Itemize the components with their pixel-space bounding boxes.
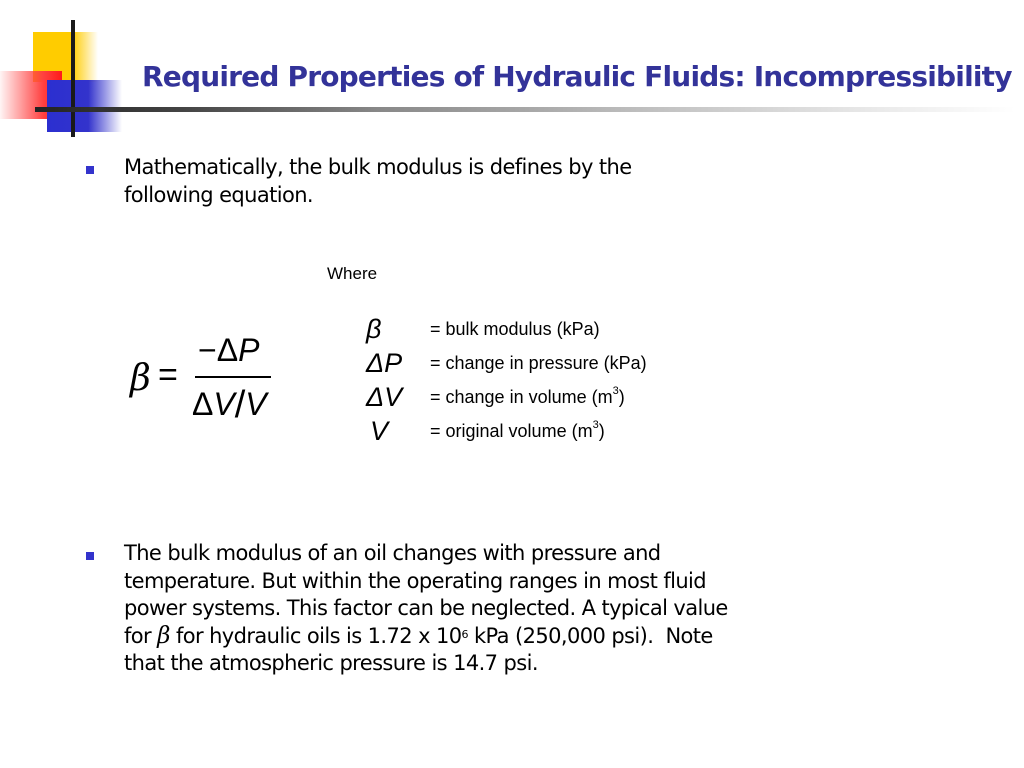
formula-beta: β — [130, 358, 151, 399]
definition-symbol: ΔV — [366, 382, 403, 412]
bullet-icon — [86, 166, 94, 174]
logo-vertical-line — [71, 20, 75, 137]
formula-v: V — [245, 386, 267, 422]
fraction-bar — [195, 376, 271, 378]
text-fragment: kPa (250,000 psi). Note — [467, 623, 713, 648]
formula-equals: = — [158, 356, 178, 394]
definition-text-body: = bulk modulus (kPa) — [430, 319, 600, 339]
formula-minus: − — [198, 332, 217, 368]
beta-symbol: β — [157, 622, 170, 649]
bulk-modulus-formula — [128, 330, 288, 430]
bullet-2-text — [124, 540, 728, 678]
formula-delta: Δ — [192, 386, 214, 422]
definition-text — [430, 387, 625, 408]
text-fragment: for — [124, 623, 152, 648]
formula-slash: / — [234, 384, 246, 426]
superscript: 3 — [612, 385, 619, 397]
formula-numerator — [198, 332, 259, 369]
definition-text-body: = original volume (m — [430, 421, 593, 441]
definition-text — [430, 353, 647, 374]
logo-blue-square — [47, 80, 122, 132]
bullet-1-line: Mathematically, the bulk modulus is defines by the — [124, 155, 632, 179]
close-paren: ) — [618, 387, 625, 407]
slide-title: Required Properties of Hydraulic Fluids: Incompressibility — [142, 60, 1012, 93]
definition-symbol: β — [366, 314, 382, 344]
close-paren: ) — [598, 421, 605, 441]
formula-delta: Δ — [216, 332, 239, 368]
title-underline — [35, 107, 1015, 112]
definition-text-body: = change in pressure (kPa) — [430, 353, 647, 373]
definition-symbol: ΔP — [366, 348, 403, 378]
bullet-1-line: following equation. — [124, 182, 314, 207]
bullet-2-line: The bulk modulus of an oil changes with pressure and — [124, 541, 661, 565]
superscript: 3 — [592, 419, 599, 431]
bullet-1-text — [124, 154, 632, 209]
bullet-2-line: power systems. This factor can be neglected. A typical value — [124, 596, 728, 620]
definition-text — [430, 319, 600, 340]
formula-denominator — [192, 382, 267, 425]
formula-v: V — [213, 386, 235, 422]
superscript: 6 — [461, 627, 468, 641]
definition-text-body: = change in volume (m — [430, 387, 613, 407]
bullet-2-line: that the atmospheric pressure is 14.7 psi. — [124, 651, 538, 675]
text-fragment: for hydraulic oils is 1.72 x 10 — [175, 623, 462, 648]
formula-p: P — [238, 332, 260, 368]
where-label: Where — [327, 264, 378, 283]
definition-text — [430, 421, 605, 442]
bullet-icon — [86, 552, 94, 560]
bullet-2-line: temperature. But within the operating ranges in most fluid — [124, 568, 707, 593]
definition-symbol: V — [370, 416, 389, 446]
bullet-2-line — [124, 623, 728, 651]
slide-logo-decoration — [0, 0, 140, 140]
